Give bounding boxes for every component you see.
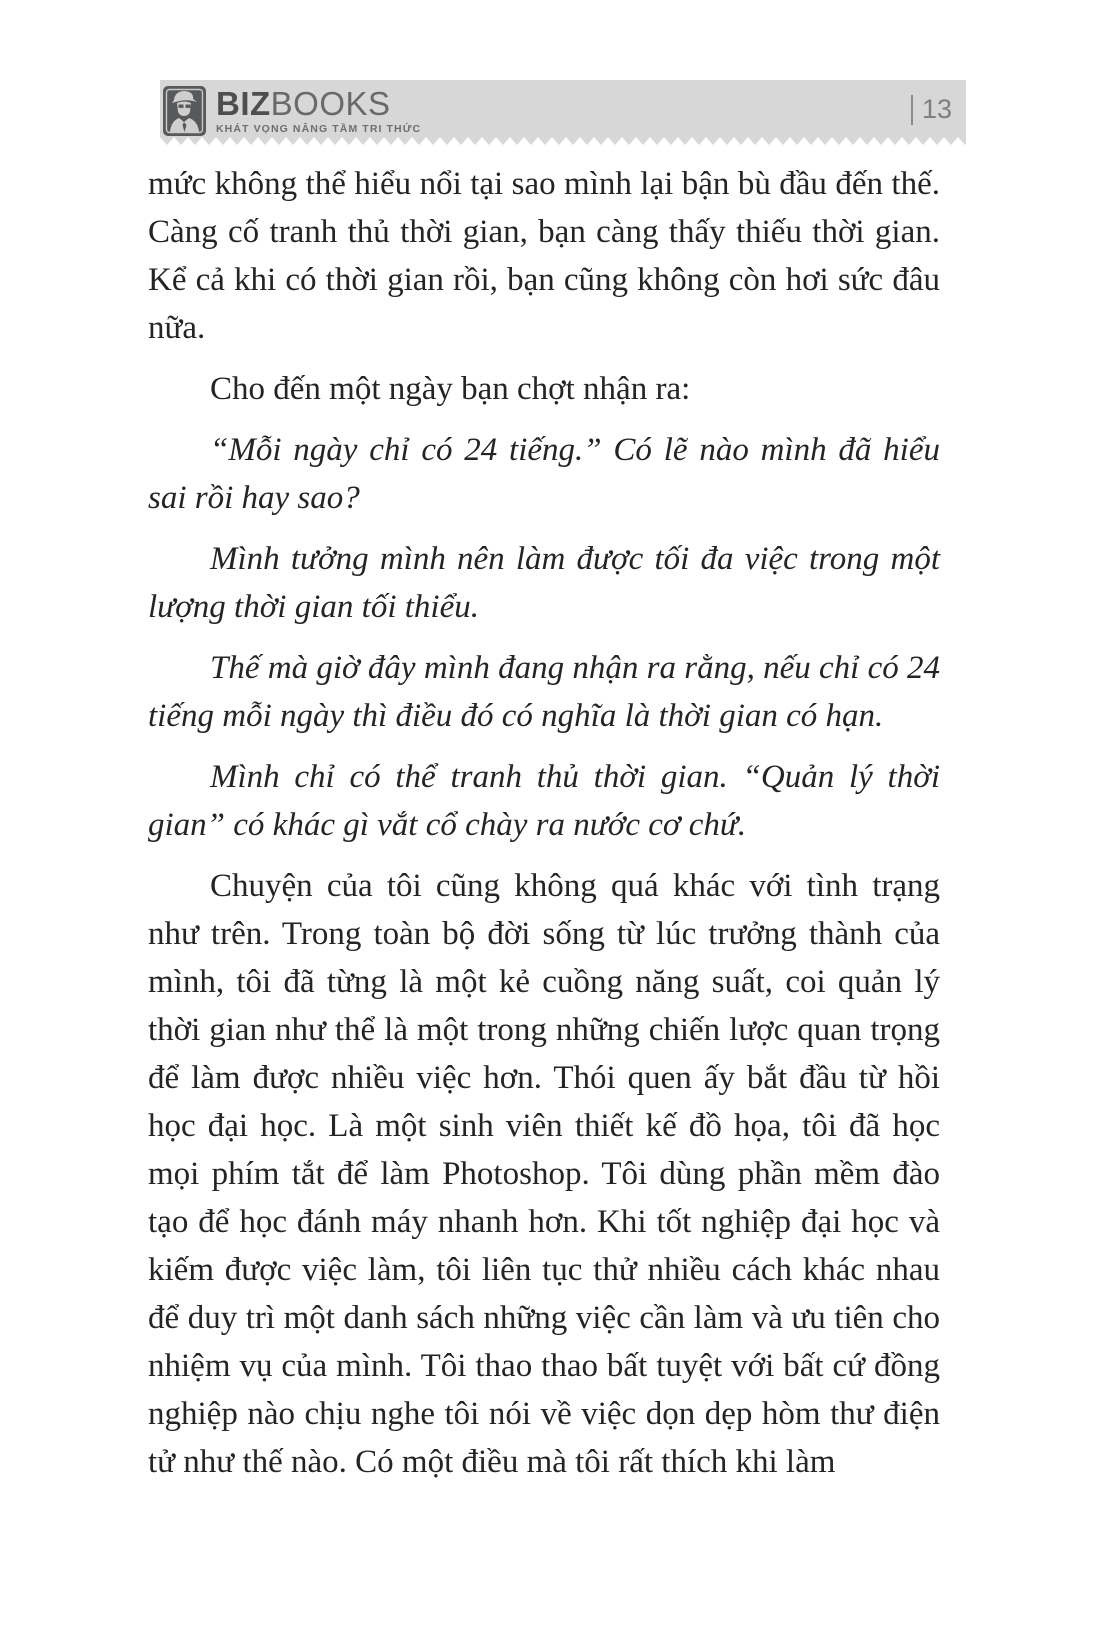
perforated-edge xyxy=(160,137,966,145)
paragraph: Chuyện của tôi cũng không quá khác với tình trạng như trên. Trong toàn bộ đời sống từ lúc trưởng thành của mình, tôi đã từng là một kẻ cuồng năng suất, coi quản lý thời gian như thể là một trong những chiến lược quan trọng để làm được nhiều việc hơn. Thói quen ấy bắt đầu từ hồi học đại học. Là một sinh viên thiết kế đồ họa, tôi đã học mọi phím tắt để làm Photoshop. Tôi dùng phần mềm đào tạo để học đánh máy nhanh hơn. Khi tốt nghiệp đại học và kiếm được việc làm, tôi liên tục thử nhiều cách khác nhau để duy trì một danh sách những việc cần làm và ưu tiên cho nhiệm vụ của mình. Tôi thao thao bất tuyệt với bất cứ đồng nghiệp nào chịu nghe tôi nói về việc dọn dẹp hòm thư điện tử như thế nào. Có một điều mà tôi rất thích khi làm xyxy=(148,868,940,1480)
brand-tagline: KHÁT VỌNG NÂNG TẦM TRI THỨC xyxy=(216,123,422,135)
paragraph-quote: Mình chỉ có thể tranh thủ thời gian. “Quản lý thời gian” có khác gì vắt cổ chày ra nước cơ chứ. xyxy=(148,759,940,843)
bizbooks-logo xyxy=(162,85,421,137)
paragraph-quote: “Mỗi ngày chỉ có 24 tiếng.” Có lẽ nào mình đã hiểu sai rồi hay sao? xyxy=(148,432,940,516)
paragraph: Cho đến một ngày bạn chợt nhận ra: xyxy=(210,371,691,407)
page-header xyxy=(160,80,966,137)
logo-text xyxy=(216,85,421,135)
brand-name xyxy=(216,87,421,120)
page-body xyxy=(148,160,940,1499)
paragraph-quote: Thế mà giờ đây mình đang nhận ra rằng, nếu chỉ có 24 tiếng mỗi ngày thì điều đó có nghĩa là thời gian có hạn. xyxy=(148,650,940,734)
brand-biz: BIZ xyxy=(216,85,271,122)
page-number-value: 13 xyxy=(921,94,952,124)
paragraph: mức không thể hiểu nổi tại sao mình lại bận bù đầu đến thế. Càng cố tranh thủ thời gian, bạn càng thấy thiếu thời gian. Kể cả khi có thời gian rồi, bạn cũng không còn hơi sức đâu nữa. xyxy=(148,166,940,346)
brand-books: BOOKS xyxy=(270,85,391,122)
page-number xyxy=(911,94,952,125)
gentleman-stamp-icon xyxy=(162,85,207,137)
paragraph-quote: Mình tưởng mình nên làm được tối đa việc trong một lượng thời gian tối thiểu. xyxy=(148,541,940,625)
page-number-divider xyxy=(911,95,913,125)
